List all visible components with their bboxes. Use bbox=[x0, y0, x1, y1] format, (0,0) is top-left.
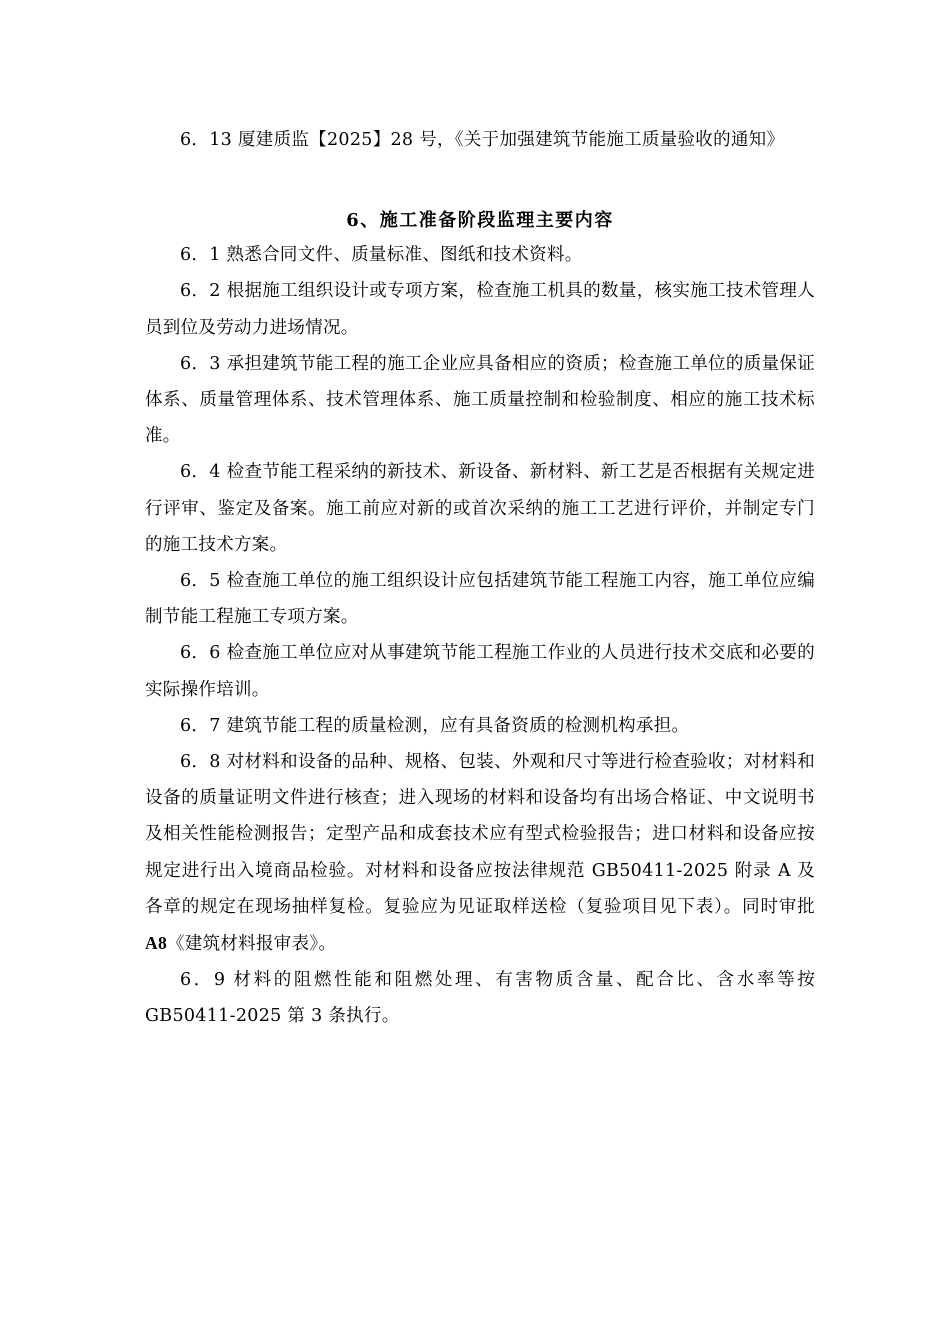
paragraph-6-8-text: 6．8 对材料和设备的品种、规格、包装、外观和尺寸等进行检查验收；对材料和设备的质量证明文件进行核查；进入现场的材料和设备均有出场合格证、中文说明书及相关性能检测报告；定型产品和成套技术应有型式检验报告；进口材料和设备应按规定进行出入境商品检验。对材料和设备应按法律规范 GB50411-2025 附录 A 及各章的规定在现场抽样复检。复验应为见证取样送检（复验项目见下表）。同时审批 bbox=[145, 752, 815, 917]
paragraph-6-2: 6．2 根据施工组织设计或专项方案，检查施工机具的数量，核实施工技术管理人员到位及劳动力进场情况。 bbox=[145, 281, 815, 338]
paragraph-6-7: 6．7 建筑节能工程的质量检测，应有具备资质的检测机构承担。 bbox=[180, 715, 690, 736]
paragraph-6-8-form-title: 《建筑材料报审表》。 bbox=[167, 934, 337, 955]
paragraph-6-4: 6．4 检查节能工程采纳的新技术、新设备、新材料、新工艺是否根据有关规定进行评审、鉴定及备案。施工前应对新的或首次采纳的施工工艺进行评价，并制定专门的施工技术方案。 bbox=[145, 462, 815, 555]
paragraph-6-1: 6．1 熟悉合同文件、质量标准、图纸和技术资料。 bbox=[180, 245, 583, 266]
paragraph-6-13: 6．13 厦建质监【2025】28 号，《关于加强建筑节能施工质量验收的通知》 bbox=[180, 130, 785, 150]
document-body bbox=[145, 122, 815, 1035]
form-code-a8: A8 bbox=[145, 933, 167, 954]
paragraph-6-3: 6．3 承担建筑节能工程的施工企业应具备相应的资质；检查施工单位的质量保证体系、质量管理体系、技术管理体系、施工质量控制和检验制度、相应的施工技术标准。 bbox=[145, 353, 815, 447]
section-heading: 6、施工准备阶段监理主要内容 bbox=[346, 210, 614, 232]
paragraph-6-6: 6．6 检查施工单位应对从事建筑节能工程施工作业的人员进行技术交底和必要的实际操作培训。 bbox=[145, 643, 815, 700]
paragraph-6-5: 6．5 检查施工单位的施工组织设计应包括建筑节能工程施工内容，施工单位应编制节能工程施工专项方案。 bbox=[145, 571, 815, 628]
paragraph-6-8 bbox=[145, 744, 815, 962]
paragraph-6-9: 6．9 材料的阻燃性能和阻燃处理、有害物质含量、配合比、含水率等按 GB50411-2025 第 3 条执行。 bbox=[145, 970, 815, 1027]
